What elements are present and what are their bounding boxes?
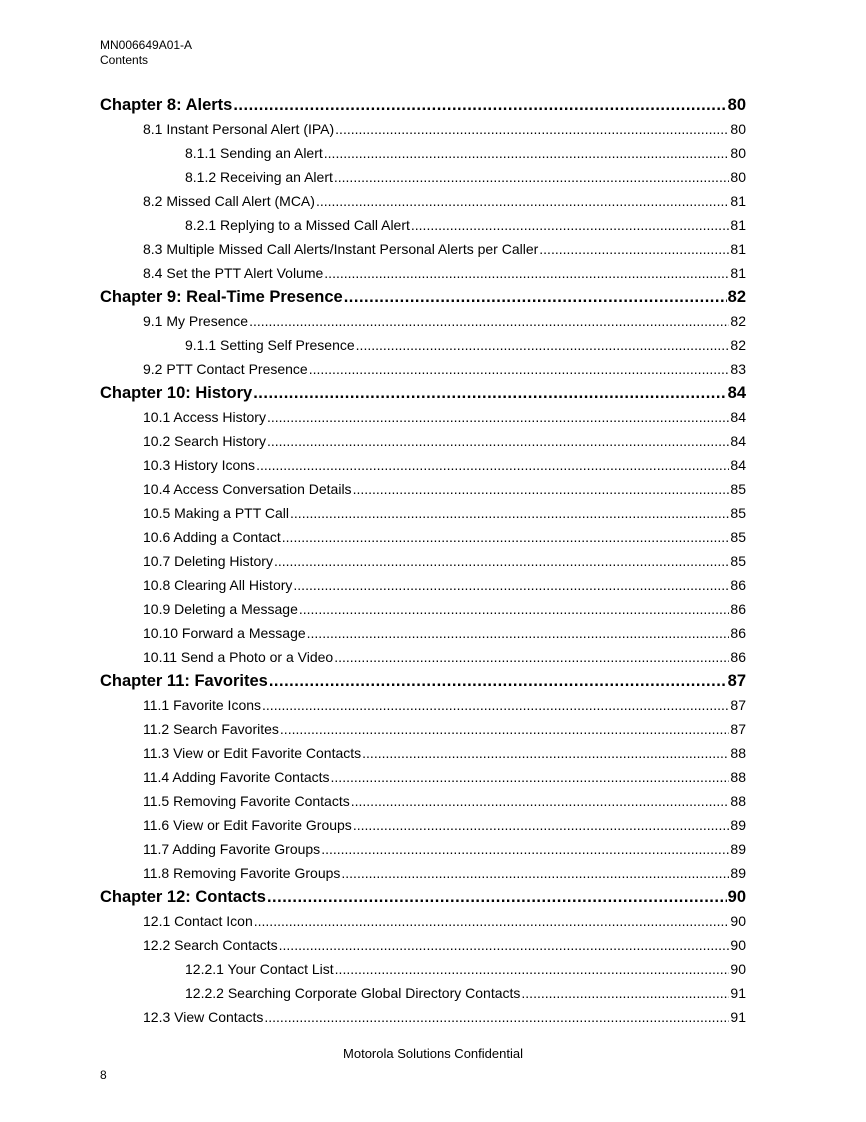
dot-leader — [334, 169, 730, 185]
dot-leader — [335, 121, 729, 137]
dot-leader — [309, 361, 730, 377]
toc-entry-title: 11.4 Adding Favorite Contacts — [143, 769, 330, 785]
dot-leader — [253, 384, 726, 403]
toc-entry-page: 88 — [730, 769, 746, 785]
dot-leader — [290, 505, 729, 521]
toc-entry-title: 12.1 Contact Icon — [143, 913, 253, 929]
toc-section-entry[interactable] — [100, 525, 746, 549]
toc-entry-page: 90 — [730, 961, 746, 977]
dot-leader — [341, 865, 729, 881]
toc-entry-title: 11.7 Adding Favorite Groups — [143, 841, 321, 857]
toc-entry-page: 88 — [730, 793, 746, 809]
section-title: Contents — [100, 53, 149, 67]
page-number: 8 — [100, 1068, 107, 1082]
toc-entry-page: 80 — [730, 145, 746, 161]
toc-section-entry[interactable] — [100, 789, 746, 813]
document-id: MN006649A01-A — [100, 38, 193, 52]
toc-entry-page: 82 — [730, 337, 746, 353]
dot-leader — [254, 913, 730, 929]
toc-entry-page: 84 — [730, 433, 746, 449]
toc-section-entry[interactable] — [100, 1005, 746, 1029]
table-of-contents — [100, 93, 746, 1029]
toc-entry-page: 85 — [730, 505, 746, 521]
toc-entry-title: 8.2 Missed Call Alert (MCA) — [143, 193, 315, 209]
toc-chapter-entry[interactable] — [100, 885, 746, 909]
toc-entry-page: 84 — [727, 383, 746, 402]
toc-entry-page: 89 — [730, 817, 746, 833]
confidential-footer: Motorola Solutions Confidential — [343, 1046, 523, 1061]
toc-section-entry[interactable] — [100, 237, 746, 261]
dot-leader — [321, 841, 729, 857]
toc-entry-page: 86 — [730, 625, 746, 641]
toc-entry-page: 81 — [730, 193, 746, 209]
toc-section-entry[interactable] — [100, 909, 746, 933]
toc-entry-page: 85 — [730, 481, 746, 497]
toc-section-entry[interactable] — [100, 405, 746, 429]
toc-entry-page: 89 — [730, 865, 746, 881]
toc-entry-title: Chapter 9: Real-Time Presence — [100, 287, 343, 306]
dot-leader — [316, 193, 729, 209]
toc-section-entry[interactable] — [100, 429, 746, 453]
toc-entry-page: 87 — [730, 697, 746, 713]
toc-entry-title: 8.2.1 Replying to a Missed Call Alert — [185, 217, 410, 233]
dot-leader — [293, 577, 729, 593]
toc-section-entry[interactable] — [100, 261, 746, 285]
toc-entry-title: Chapter 11: Favorites — [100, 671, 268, 690]
dot-leader — [299, 601, 730, 617]
toc-entry-title: 10.3 History Icons — [143, 457, 256, 473]
toc-entry-page: 85 — [730, 553, 746, 569]
toc-section-entry[interactable] — [100, 213, 746, 237]
toc-entry-page: 87 — [730, 721, 746, 737]
toc-section-entry[interactable] — [100, 333, 746, 357]
dot-leader — [353, 481, 730, 497]
toc-section-entry[interactable] — [100, 717, 746, 741]
dot-leader — [351, 793, 730, 809]
toc-entry-title: 10.1 Access History — [143, 409, 266, 425]
toc-entry-title: 11.1 Favorite Icons — [143, 697, 262, 713]
dot-leader — [280, 721, 730, 737]
dot-leader — [356, 337, 730, 353]
toc-section-entry[interactable] — [100, 765, 746, 789]
toc-entry-page: 81 — [730, 265, 746, 281]
toc-chapter-entry[interactable] — [100, 93, 746, 117]
toc-entry-title: 12.3 View Contacts — [143, 1009, 264, 1025]
toc-section-entry[interactable] — [100, 117, 746, 141]
toc-section-entry[interactable] — [100, 981, 746, 1005]
toc-entry-page: 80 — [727, 95, 746, 114]
dot-leader — [353, 817, 730, 833]
dot-leader — [267, 888, 727, 907]
dot-leader — [344, 288, 727, 307]
toc-chapter-entry[interactable] — [100, 285, 746, 309]
toc-entry-title: 11.6 View or Edit Favorite Groups — [143, 817, 352, 833]
toc-entry-page: 89 — [730, 841, 746, 857]
toc-section-entry[interactable] — [100, 741, 746, 765]
toc-entry-title: 10.2 Search History — [143, 433, 266, 449]
dot-leader — [539, 241, 729, 257]
toc-section-entry[interactable] — [100, 549, 746, 573]
toc-entry-title: Chapter 12: Contacts — [100, 887, 266, 906]
dot-leader — [324, 265, 729, 281]
toc-entry-title: 8.4 Set the PTT Alert Volume — [143, 265, 324, 281]
toc-entry-title: 12.2.1 Your Contact List — [185, 961, 334, 977]
toc-entry-page: 91 — [730, 985, 746, 1001]
toc-entry-title: 9.1 My Presence — [143, 313, 249, 329]
toc-section-entry[interactable] — [100, 621, 746, 645]
toc-entry-title: 10.10 Forward a Message — [143, 625, 306, 641]
toc-section-entry[interactable] — [100, 309, 746, 333]
toc-entry-page: 85 — [730, 529, 746, 545]
toc-entry-page: 86 — [730, 601, 746, 617]
toc-entry-title: 10.7 Deleting History — [143, 553, 273, 569]
toc-entry-title: 9.1.1 Setting Self Presence — [185, 337, 355, 353]
toc-entry-title: 11.3 View or Edit Favorite Contacts — [143, 745, 362, 761]
dot-leader — [362, 745, 729, 761]
toc-section-entry[interactable] — [100, 813, 746, 837]
toc-section-entry[interactable] — [100, 189, 746, 213]
dot-leader — [262, 697, 729, 713]
toc-section-entry[interactable] — [100, 165, 746, 189]
toc-entry-title: 10.4 Access Conversation Details — [143, 481, 352, 497]
dot-leader — [307, 625, 730, 641]
toc-section-entry[interactable] — [100, 861, 746, 885]
toc-section-entry[interactable] — [100, 837, 746, 861]
toc-section-entry[interactable] — [100, 573, 746, 597]
toc-entry-title: 11.2 Search Favorites — [143, 721, 279, 737]
toc-entry-title: 11.5 Removing Favorite Contacts — [143, 793, 350, 809]
toc-entry-title: 10.9 Deleting a Message — [143, 601, 298, 617]
dot-leader — [274, 553, 729, 569]
toc-entry-page: 81 — [730, 217, 746, 233]
toc-chapter-entry[interactable] — [100, 381, 746, 405]
toc-entry-page: 86 — [730, 649, 746, 665]
dot-leader — [521, 985, 729, 1001]
toc-entry-page: 81 — [730, 241, 746, 257]
toc-section-entry[interactable] — [100, 501, 746, 525]
toc-entry-title: Chapter 10: History — [100, 383, 253, 402]
toc-section-entry[interactable] — [100, 357, 746, 381]
toc-entry-page: 83 — [730, 361, 746, 377]
dot-leader — [267, 433, 729, 449]
toc-entry-page: 84 — [730, 457, 746, 473]
toc-entry-page: 84 — [730, 409, 746, 425]
dot-leader — [331, 769, 730, 785]
dot-leader — [267, 409, 729, 425]
dot-leader — [334, 649, 729, 665]
toc-section-entry[interactable] — [100, 477, 746, 501]
toc-entry-page: 86 — [730, 577, 746, 593]
toc-entry-title: 11.8 Removing Favorite Groups — [143, 865, 341, 881]
toc-entry-title: 10.11 Send a Photo or a Video — [143, 649, 334, 665]
toc-entry-title: 10.8 Clearing All History — [143, 577, 293, 593]
dot-leader — [279, 937, 730, 953]
dot-leader — [411, 217, 730, 233]
toc-entry-title: 10.5 Making a PTT Call — [143, 505, 290, 521]
dot-leader — [256, 457, 729, 473]
toc-entry-title: 12.2 Search Contacts — [143, 937, 278, 953]
toc-section-entry[interactable] — [100, 933, 746, 957]
toc-section-entry[interactable] — [100, 693, 746, 717]
toc-entry-page: 80 — [730, 121, 746, 137]
toc-entry-title: 8.3 Multiple Missed Call Alerts/Instant Personal Alerts per Caller — [143, 241, 539, 257]
dot-leader — [335, 961, 730, 977]
toc-entry-page: 82 — [727, 287, 746, 306]
toc-entry-title: 8.1.2 Receiving an Alert — [185, 169, 333, 185]
toc-entry-title: 12.2.2 Searching Corporate Global Directory Contacts — [185, 985, 521, 1001]
toc-section-entry[interactable] — [100, 141, 746, 165]
dot-leader — [264, 1009, 729, 1025]
page-header — [100, 38, 192, 68]
toc-section-entry[interactable] — [100, 453, 746, 477]
toc-entry-page: 88 — [730, 745, 746, 761]
dot-leader — [233, 96, 726, 115]
toc-entry-page: 80 — [730, 169, 746, 185]
toc-section-entry[interactable] — [100, 645, 746, 669]
toc-chapter-entry[interactable] — [100, 669, 746, 693]
dot-leader — [282, 529, 730, 545]
toc-entry-title: 9.2 PTT Contact Presence — [143, 361, 308, 377]
dot-leader — [324, 145, 730, 161]
dot-leader — [269, 672, 727, 691]
toc-entry-page: 87 — [727, 671, 746, 690]
toc-entry-title: 8.1.1 Sending an Alert — [185, 145, 323, 161]
toc-entry-title: 8.1 Instant Personal Alert (IPA) — [143, 121, 335, 137]
toc-entry-page: 90 — [727, 887, 746, 906]
dot-leader — [249, 313, 729, 329]
toc-entry-page: 90 — [730, 913, 746, 929]
toc-entry-title: 10.6 Adding a Contact — [143, 529, 281, 545]
toc-entry-page: 90 — [730, 937, 746, 953]
toc-entry-title: Chapter 8: Alerts — [100, 95, 233, 114]
toc-section-entry[interactable] — [100, 597, 746, 621]
toc-entry-page: 82 — [730, 313, 746, 329]
toc-entry-page: 91 — [730, 1009, 746, 1025]
toc-section-entry[interactable] — [100, 957, 746, 981]
